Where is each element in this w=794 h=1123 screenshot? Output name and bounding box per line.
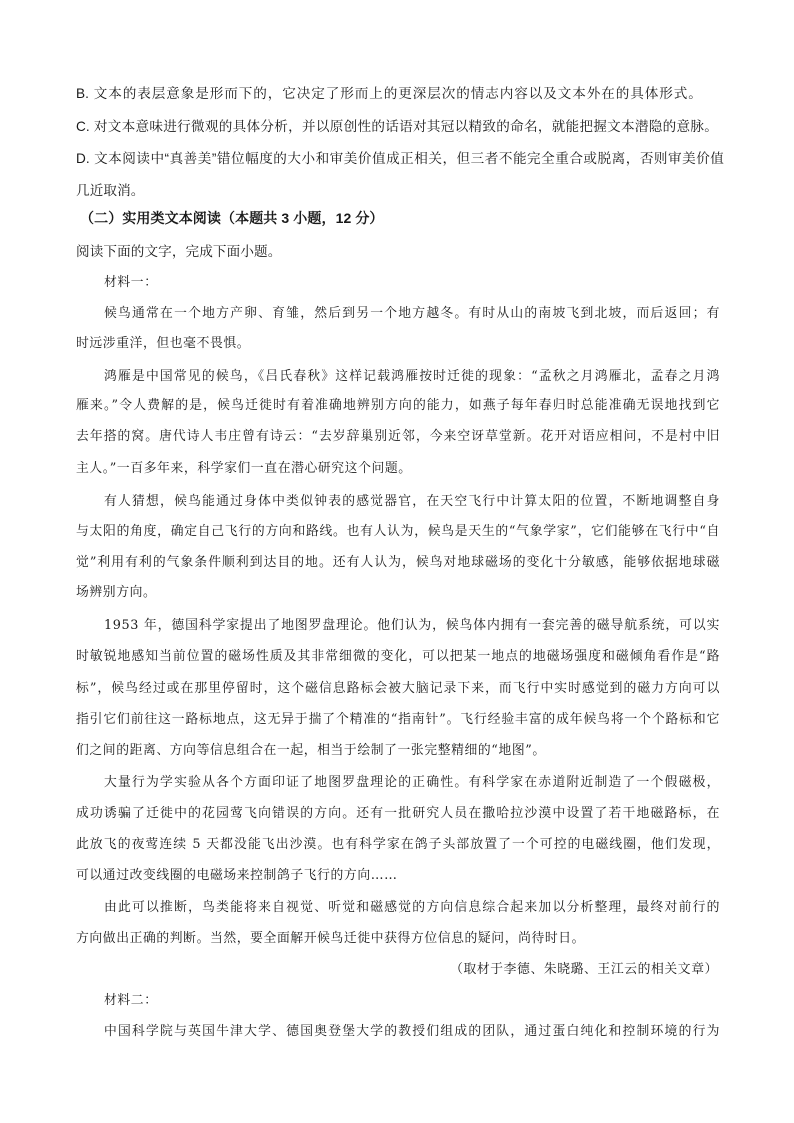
material-1-paragraph-2-line-2: 雁来。”令人费解的是，候鸟迁徙时有着准确地辨别方向的能力，如燕子每年春归时总能准确无误地找到它 bbox=[76, 398, 720, 413]
section-heading: （二）实用类文本阅读（本题共 3 小题，12 分） bbox=[80, 210, 384, 226]
material-1-label: 材料一： bbox=[104, 275, 158, 290]
option-b: B. 文本的表层意象是形而下的，它决定了形而上的更深层次的情志内容以及文本外在的具体形式。 bbox=[76, 86, 702, 101]
material-2-label: 材料二： bbox=[104, 993, 158, 1008]
option-c: C. 对文本意味进行微观的具体分析，并以原创性的话语对其冠以精致的命名，就能把握文本潜隐的意脉。 bbox=[76, 119, 718, 134]
material-1-paragraph-4-line-5: 们之间的距离、方向等信息组合在一起，相当于绘制了一张完整精细的“地图”。 bbox=[76, 743, 546, 758]
material-1-paragraph-2-line-3: 去年搭的窝。唐代诗人韦庄曾有诗云：“去岁辞巢别近邻，今来空讶草堂新。花开对语应相问，不是村中旧 bbox=[76, 429, 720, 444]
material-1-paragraph-4-line-4: 指引它们前往这一路标地点，这无异于揣了个精准的“指南针”。飞行经验丰富的成年候鸟将一个个路标和它 bbox=[76, 712, 720, 727]
material-1-paragraph-2-line-4: 主人。”一百多年来，科学家们一直在潜心研究这个问题。 bbox=[76, 461, 412, 476]
material-1-paragraph-4-line-2: 时敏锐地感知当前位置的磁场性质及其非常细微的变化，可以把某一地点的地磁场强度和磁倾角看作是“路 bbox=[76, 649, 720, 664]
option-d-line-1: D. 文本阅读中“真善美”错位幅度的大小和审美价值成正相关，但三者不能完全重合或脱离，否则审美价值 bbox=[76, 151, 724, 166]
material-1-paragraph-6-line-1: 由此可以推断，鸟类能将来自视觉、听觉和磁感觉的方向信息综合起来加以分析整理，最终对前行的 bbox=[104, 900, 720, 915]
material-1-paragraph-4-line-3: 标”，候鸟经过或在那里停留时，这个磁信息路标会被大脑记录下来，而飞行中实时感觉到的磁力方向可以 bbox=[76, 681, 720, 696]
material-1-source: （取材于李德、朱晓璐、王江云的相关文章） bbox=[450, 962, 718, 977]
material-2-paragraph-1-line-1: 中国科学院与英国牛津大学、德国奥登堡大学的教授们组成的团队，通过蛋白纯化和控制环境的行为 bbox=[104, 1024, 720, 1039]
material-1-paragraph-3-line-1: 有人猜想，候鸟能通过身体中类似钟表的感觉器官，在天空飞行中计算太阳的位置，不断地调整自身 bbox=[104, 494, 720, 509]
material-1-paragraph-3-line-3: 觉”利用有利的气象条件顺利到达目的地。还有人认为，候鸟对地球磁场的变化十分敏感，能够依据地球磁 bbox=[76, 555, 720, 570]
material-1-paragraph-2-line-1: 鸿雁是中国常见的候鸟，《吕氏春秋》这样记载鸿雁按时迁徙的现象：“孟秋之月鸿雁北，孟春之月鸿 bbox=[104, 369, 720, 384]
material-1-paragraph-4-line-1: 1953 年，德国科学家提出了地图罗盘理论。他们认为，候鸟体内拥有一套完善的磁导航系统，可以实 bbox=[104, 618, 720, 633]
section-instruction: 阅读下面的文字，完成下面小题。 bbox=[76, 244, 282, 259]
material-1-paragraph-1-line-1: 候鸟通常在一个地方产卵、育雏，然后到另一个地方越冬。有时从山的南坡飞到北坡，而后返回；有 bbox=[104, 306, 720, 321]
material-1-paragraph-3-line-4: 场辨别方向。 bbox=[76, 585, 157, 600]
material-1-paragraph-5-line-3: 此放飞的夜莺连续 5 天都没能飞出沙漠。也有科学家在鸽子头部放置了一个可控的电磁线圈，他们发现， bbox=[76, 837, 720, 852]
material-1-paragraph-6-line-2: 方向做出正确的判断。当然，要全面解开候鸟迁徙中获得方位信息的疑问，尚待时日。 bbox=[76, 931, 586, 946]
material-1-paragraph-3-line-2: 与太阳的角度，确定自己飞行的方向和路线。也有人认为，候鸟是天生的“气象学家”，它们能够在飞行中“自 bbox=[76, 524, 720, 539]
option-d-line-2: 几近取消。 bbox=[76, 183, 145, 198]
material-1-paragraph-5-line-2: 成功诱骗了迁徙中的花园莺飞向错误的方向。还有一批研究人员在撒哈拉沙漠中设置了若干地磁路标，在 bbox=[76, 806, 720, 821]
material-1-paragraph-5-line-1: 大量行为学实验从各个方面印证了地图罗盘理论的正确性。有科学家在赤道附近制造了一个假磁极， bbox=[104, 775, 720, 790]
material-1-paragraph-1-line-2: 时远涉重洋，但也毫不畏惧。 bbox=[76, 336, 251, 351]
material-1-paragraph-5-line-4: 可以通过改变线圈的电磁场来控制鸽子飞行的方向…… bbox=[76, 868, 398, 883]
